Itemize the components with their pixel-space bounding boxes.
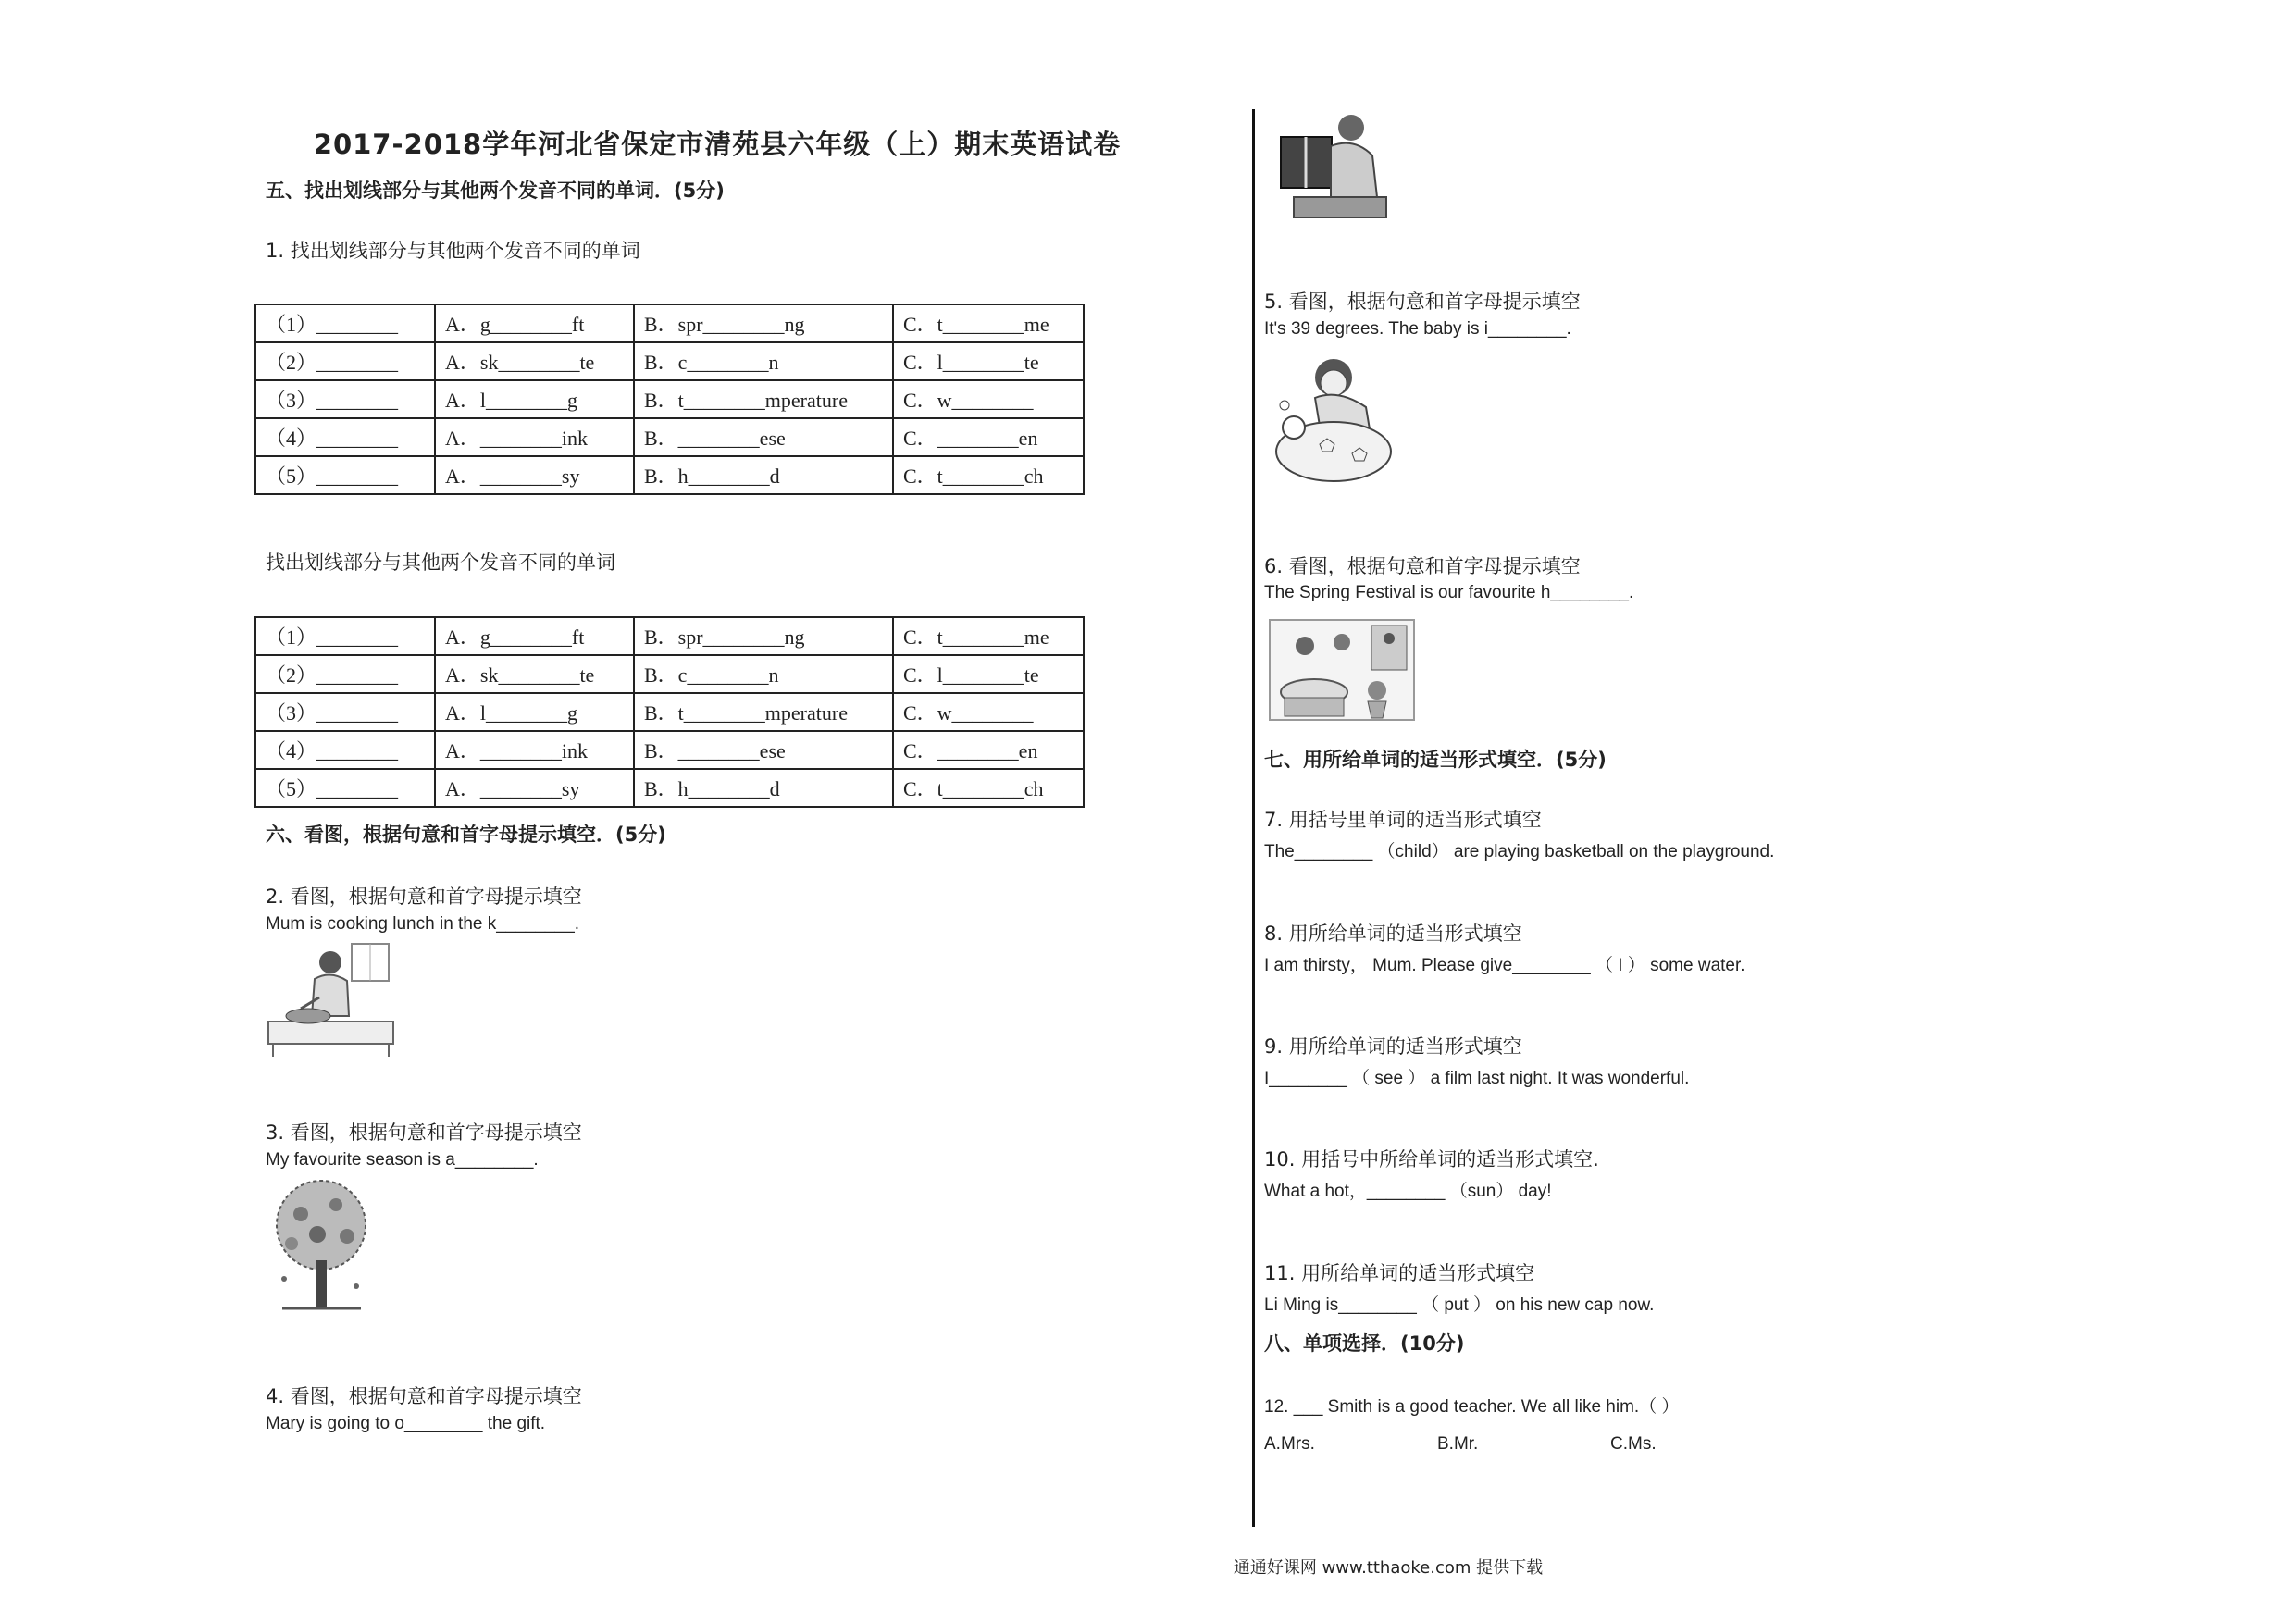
question-5-label: 5. 看图，根据句意和首字母提示填空 bbox=[1264, 291, 1581, 313]
spring-festival-picture bbox=[1268, 618, 1416, 722]
question-6-label: 6. 看图，根据句意和首字母提示填空 bbox=[1264, 555, 1581, 577]
table-cell: A．________sy bbox=[435, 769, 634, 807]
question-2-label: 2. 看图，根据句意和首字母提示填空 bbox=[266, 886, 582, 908]
option-b: B.Mr. bbox=[1437, 1434, 1479, 1454]
table-row bbox=[255, 769, 1084, 807]
table-cell: B．h________d bbox=[634, 769, 893, 807]
table-cell: C．l________te bbox=[893, 655, 1084, 693]
table-cell: C．l________te bbox=[893, 342, 1084, 380]
table-cell: A．________sy bbox=[435, 456, 634, 494]
cooking-woman-picture bbox=[264, 942, 403, 1059]
table-cell: B．t________mperature bbox=[634, 693, 893, 731]
table-cell: （2）________ bbox=[255, 342, 435, 380]
table-row bbox=[255, 418, 1084, 456]
page-title: 2017-2018学年河北省保定市清苑县六年级（上）期末英语试卷 bbox=[313, 129, 1122, 160]
table-cell: A．sk________te bbox=[435, 342, 634, 380]
column-divider bbox=[1252, 109, 1255, 1527]
question-8-label: 8. 用所给单词的适当形式填空 bbox=[1264, 923, 1522, 945]
table-cell: A．l________g bbox=[435, 380, 634, 418]
question-7-sentence: The________ （child） are playing basketball on the playground. bbox=[1264, 842, 1775, 861]
table-cell: （3）________ bbox=[255, 693, 435, 731]
table-cell: A．g________ft bbox=[435, 304, 634, 342]
option-c: C.Ms. bbox=[1610, 1434, 1657, 1454]
phonics-table-1 bbox=[254, 304, 1085, 495]
table-cell: B．spr________ng bbox=[634, 617, 893, 655]
question-10-label: 10. 用括号中所给单词的适当形式填空. bbox=[1264, 1148, 1599, 1171]
table-cell: B．c________n bbox=[634, 342, 893, 380]
table-cell: （4）________ bbox=[255, 418, 435, 456]
table-row bbox=[255, 693, 1084, 731]
phonics-table-2 bbox=[254, 616, 1085, 808]
question-11-sentence: Li Ming is________ （ put ） on his new cap now. bbox=[1264, 1295, 1655, 1315]
question-9-sentence: I________ （ see ） a film last night. It was wonderful. bbox=[1264, 1069, 1690, 1088]
question-2-sentence: Mum is cooking lunch in the k________. bbox=[266, 914, 580, 934]
table-cell: C．________en bbox=[893, 731, 1084, 769]
table-cell: B．________ese bbox=[634, 418, 893, 456]
question-9-label: 9. 用所给单词的适当形式填空 bbox=[1264, 1035, 1522, 1058]
question-10-sentence: What a hot，________ （sun） day! bbox=[1264, 1182, 1552, 1201]
table-cell: C．t________me bbox=[893, 617, 1084, 655]
section-7-heading: 七、用所给单词的适当形式填空．(5分) bbox=[1264, 749, 1607, 771]
question-11-label: 11. 用所给单词的适当形式填空 bbox=[1264, 1262, 1535, 1284]
table-row bbox=[255, 731, 1084, 769]
table-cell: A．________ink bbox=[435, 418, 634, 456]
question-12-sentence: 12. ___ Smith is a good teacher. We all like him.（ ） bbox=[1264, 1397, 1680, 1417]
table-cell: （4）________ bbox=[255, 731, 435, 769]
table-cell: C．t________ch bbox=[893, 456, 1084, 494]
table-cell: A．g________ft bbox=[435, 617, 634, 655]
question-3-sentence: My favourite season is a________. bbox=[266, 1150, 539, 1170]
table-cell: （2）________ bbox=[255, 655, 435, 693]
table-cell: （1）________ bbox=[255, 617, 435, 655]
sick-baby-picture bbox=[1264, 352, 1394, 486]
question-5-sentence: It's 39 degrees. The baby is i________. bbox=[1264, 319, 1571, 339]
section-8-heading: 八、单项选择．(10分) bbox=[1264, 1332, 1465, 1355]
table-cell: B．t________mperature bbox=[634, 380, 893, 418]
table-cell: B．c________n bbox=[634, 655, 893, 693]
table-cell: C．________en bbox=[893, 418, 1084, 456]
table-cell: C．w________ bbox=[893, 693, 1084, 731]
section-6-heading: 六、看图，根据句意和首字母提示填空．(5分) bbox=[266, 824, 666, 846]
table-cell: （1）________ bbox=[255, 304, 435, 342]
table-row bbox=[255, 342, 1084, 380]
table-cell: C．t________ch bbox=[893, 769, 1084, 807]
table-cell: C．w________ bbox=[893, 380, 1084, 418]
footer-credit: 通通好课网 www.tthaoke.com 提供下载 bbox=[1233, 1558, 1544, 1578]
table-cell: B．________ese bbox=[634, 731, 893, 769]
table-cell: A．sk________te bbox=[435, 655, 634, 693]
table-row bbox=[255, 456, 1084, 494]
question-7-label: 7. 用括号里单词的适当形式填空 bbox=[1264, 809, 1542, 831]
question-8-sentence: I am thirsty， Mum. Please give________ （ I ） some water. bbox=[1264, 956, 1745, 975]
table-cell: （5）________ bbox=[255, 769, 435, 807]
table-cell: （3）________ bbox=[255, 380, 435, 418]
table-row bbox=[255, 380, 1084, 418]
table-cell: A．l________g bbox=[435, 693, 634, 731]
table-row bbox=[255, 304, 1084, 342]
repeat-question-label: 找出划线部分与其他两个发音不同的单词 bbox=[266, 551, 615, 574]
table-row bbox=[255, 655, 1084, 693]
table-cell: （5）________ bbox=[255, 456, 435, 494]
question-6-sentence: The Spring Festival is our favourite h________. bbox=[1264, 583, 1634, 602]
table-cell: A．________ink bbox=[435, 731, 634, 769]
table-cell: B．h________d bbox=[634, 456, 893, 494]
question-3-label: 3. 看图，根据句意和首字母提示填空 bbox=[266, 1121, 582, 1144]
gift-girl-picture bbox=[1275, 109, 1391, 225]
table-row bbox=[255, 617, 1084, 655]
option-a: A.Mrs. bbox=[1264, 1434, 1315, 1454]
question-1-label: 1. 找出划线部分与其他两个发音不同的单词 bbox=[266, 240, 640, 262]
autumn-tree-picture bbox=[264, 1177, 379, 1316]
table-cell: B．spr________ng bbox=[634, 304, 893, 342]
question-4-sentence: Mary is going to o________ the gift. bbox=[266, 1414, 546, 1433]
question-4-label: 4. 看图，根据句意和首字母提示填空 bbox=[266, 1385, 582, 1407]
section-5-heading: 五、找出划线部分与其他两个发音不同的单词．(5分) bbox=[266, 180, 725, 202]
table-cell: C．t________me bbox=[893, 304, 1084, 342]
